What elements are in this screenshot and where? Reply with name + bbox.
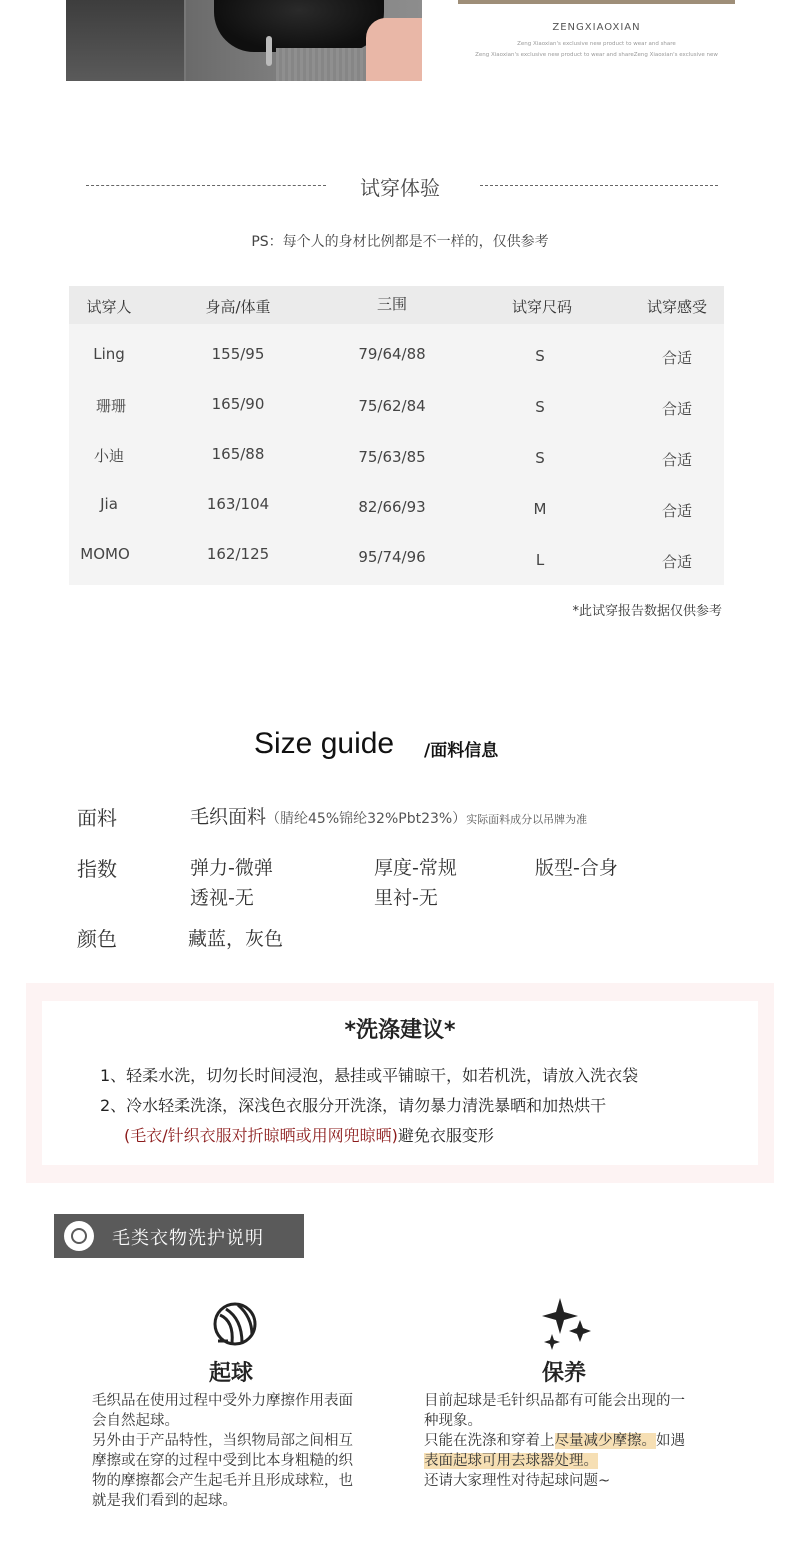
washing-warning: (毛衣/针织衣服对折晾晒或用网兜晾晒) <box>124 1126 398 1145</box>
washing-line-1: 1、轻柔水洗，切勿长时间浸泡，悬挂或平铺晾干，如若机洗，请放入洗衣袋 <box>100 1066 639 1085</box>
table-cell: 162/125 <box>206 545 270 563</box>
sweater-sleeve <box>66 0 186 81</box>
tryon-note: PS：每个人的身材比例都是不一样的，仅供参考 <box>251 234 549 250</box>
table-cell: 75/63/85 <box>358 448 426 466</box>
table-cell: 79/64/88 <box>358 345 426 363</box>
index-label: 指数 <box>77 857 117 881</box>
care-line <box>424 1451 744 1471</box>
size-guide-title: Size guide <box>254 727 395 760</box>
table-cell: S <box>535 398 545 416</box>
table-cell: 合适 <box>661 451 693 469</box>
care-highlight: 尽量减少摩擦。 <box>554 1433 656 1449</box>
table-cell: MOMO <box>80 545 130 563</box>
yarn-ball-icon <box>212 1301 258 1347</box>
header-height-weight: 身高/体重 <box>205 298 271 316</box>
care-line <box>424 1431 744 1451</box>
table-cell: 合适 <box>661 553 693 571</box>
fit-value: 版型-合身 <box>535 857 618 879</box>
header-tester: 试穿人 <box>86 298 132 316</box>
tryon-title: 试穿体验 <box>360 176 440 200</box>
tryon-footnote: *此试穿报告数据仅供参考 <box>572 604 722 619</box>
table-cell: 82/66/93 <box>358 498 426 516</box>
washing-line-3-rest: 避免衣服变形 <box>397 1126 494 1145</box>
table-cell: M <box>533 500 547 518</box>
tryon-table <box>69 286 724 585</box>
table-cell: S <box>535 347 545 365</box>
care-line: 种现象。 <box>424 1413 482 1429</box>
fabric-note: 实际面料成分以吊牌为准 <box>466 813 588 826</box>
table-cell: 165/90 <box>211 395 265 413</box>
bag-chain <box>266 36 272 66</box>
fabric-value <box>190 802 587 829</box>
table-cell: 珊珊 <box>95 397 127 415</box>
wool-care-icon <box>64 1221 94 1251</box>
product-photo <box>66 0 422 81</box>
brand-title: ZENGXIAOXIAN <box>552 22 641 33</box>
care-highlight: 表面起球可用去球器处理。 <box>424 1453 598 1469</box>
thickness-value: 厚度-常规 <box>374 857 457 879</box>
care-line-start: 只能在洗涤和穿着上 <box>424 1433 555 1449</box>
header-feeling: 试穿感受 <box>646 298 708 316</box>
size-guide-subtitle: /面料信息 <box>424 741 499 761</box>
care-line: 目前起球是毛针织品都有可能会出现的一 <box>424 1393 685 1409</box>
brand-card <box>458 0 735 70</box>
table-cell: 75/62/84 <box>358 397 426 415</box>
color-label: 颜色 <box>77 927 117 951</box>
table-cell: L <box>535 551 545 569</box>
washing-line-2: 2、冷水轻柔洗涤，深浅色衣服分开洗涤，请勿暴力清洗暴晒和加热烘干 <box>100 1096 607 1115</box>
care-text <box>424 1391 744 1491</box>
pilling-line: 物的摩擦都会产生起毛并且形成球粒，也 <box>92 1473 353 1489</box>
lining-value: 里衬-无 <box>374 887 438 909</box>
table-cell: 合适 <box>661 400 693 418</box>
pilling-text <box>92 1391 392 1511</box>
care-title: 保养 <box>542 1361 587 1386</box>
fabric-name: 毛织面料 <box>190 806 267 828</box>
care-line-end: 如遇 <box>656 1433 685 1449</box>
title-divider-left <box>86 185 326 186</box>
table-header <box>69 286 724 324</box>
table-cell: 165/88 <box>211 445 265 463</box>
table-cell: Jia <box>100 495 118 513</box>
black-bag <box>214 0 384 52</box>
pilling-line: 会自然起球。 <box>92 1413 179 1429</box>
brand-photo-strip <box>458 0 735 4</box>
table-cell: 95/74/96 <box>358 548 426 566</box>
fabric-composition: （腈纶45%锦纶32%Pbt23%） <box>266 811 467 827</box>
header-measurements: 三围 <box>376 295 408 313</box>
hand <box>366 18 422 81</box>
washing-line-3 <box>124 1123 494 1146</box>
care-line: 还请大家理性对待起球问题~ <box>424 1473 611 1489</box>
pilling-title: 起球 <box>209 1361 254 1386</box>
sparkle-icon <box>540 1296 592 1350</box>
header-size: 试穿尺码 <box>511 298 573 316</box>
color-value: 藏蓝，灰色 <box>188 928 284 950</box>
pilling-line: 就是我们看到的起球。 <box>92 1493 237 1509</box>
pilling-line: 毛织品在使用过程中受外力摩擦作用表面 <box>92 1393 353 1409</box>
wool-care-title: 毛类衣物洗护说明 <box>112 1228 264 1249</box>
fabric-label: 面料 <box>77 806 117 830</box>
brand-tagline-2: Zeng Xiaoxian's exclusive new product to wear and shareZeng Xiaoxian's exclusive new <box>475 52 718 58</box>
table-cell: 155/95 <box>211 345 265 363</box>
washing-title: *洗涤建议* <box>344 1018 456 1043</box>
table-cell: S <box>535 449 545 467</box>
table-cell: 合适 <box>661 502 693 520</box>
title-divider-right <box>480 185 718 186</box>
pilling-line: 摩擦或在穿的过程中受到比本身粗糙的织 <box>92 1453 353 1469</box>
brand-tagline: Zeng Xiaoxian's exclusive new product to wear and share <box>517 41 676 47</box>
table-cell: 合适 <box>661 349 693 367</box>
pilling-line: 另外由于产品特性，当织物局部之间相互 <box>92 1433 353 1449</box>
table-cell: 小迪 <box>93 447 125 465</box>
transparency-value: 透视-无 <box>190 887 254 909</box>
table-cell: Ling <box>93 345 125 363</box>
table-cell: 163/104 <box>206 495 270 513</box>
elasticity-value: 弹力-微弹 <box>190 857 273 879</box>
